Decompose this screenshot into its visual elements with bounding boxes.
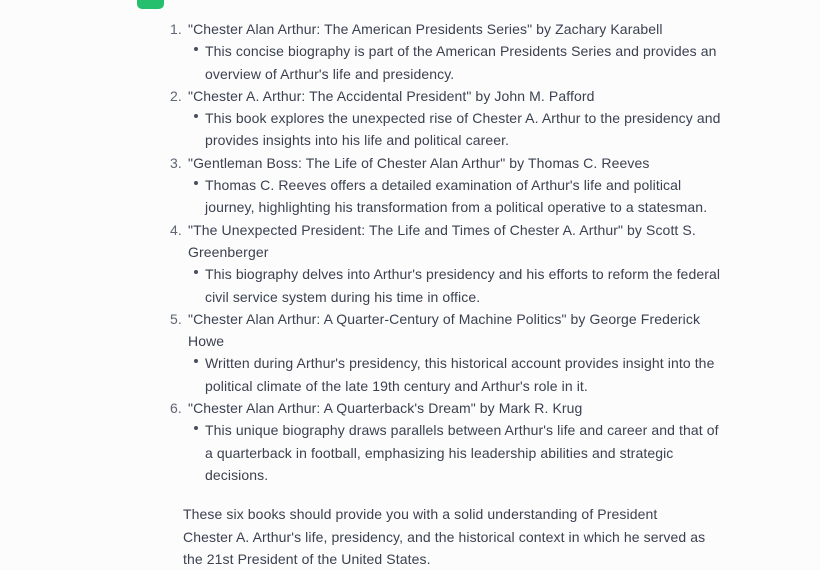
list-number: 4.	[170, 221, 182, 238]
book-list	[170, 18, 722, 486]
book-list-item	[170, 152, 722, 219]
book-title: "Gentleman Boss: The Life of Chester Alan Arthur" by Thomas C. Reeves	[188, 154, 650, 171]
closing-paragraph: These six books should provide you with a solid understanding of President Chester A. Arthur's life, presidency, and the historical context in which he served as the 21st President of the United States.	[183, 506, 706, 567]
book-description: This unique biography draws parallels between Arthur's life and career and that of a quarterback in football, emphasizing his leadership abilities and strategic decisions.	[205, 422, 719, 483]
list-number: 1.	[170, 21, 182, 37]
book-list-item	[170, 397, 722, 486]
book-title: "The Unexpected President: The Life and Times of Chester A. Arthur" by Scott S. Greenberger	[188, 221, 696, 260]
book-description: Thomas C. Reeves offers a detailed examination of Arthur's life and political journey, highlighting his transformation from a political operative to a statesman.	[205, 177, 708, 216]
book-description: This biography delves into Arthur's presidency and his efforts to reform the federal civil service system during his time in office.	[205, 266, 721, 305]
book-list-item	[170, 85, 722, 152]
book-title: "Chester A. Arthur: The Accidental President" by John M. Pafford	[188, 87, 595, 104]
book-list-item	[170, 308, 722, 397]
book-title: "Chester Alan Arthur: A Quarterback's Dream" by Mark R. Krug	[188, 400, 583, 417]
assistant-avatar	[137, 0, 164, 9]
list-number: 5.	[170, 310, 182, 327]
book-description: This book explores the unexpected rise of Chester A. Arthur to the presidency and provides insights into his life and political career.	[205, 110, 721, 149]
book-description: This concise biography is part of the American Presidents Series and provides an overview of Arthur's life and presidency.	[205, 43, 717, 82]
bullet-icon	[194, 359, 198, 363]
book-title: "Chester Alan Arthur: A Quarter-Century of Machine Politics" by George Frederick Howe	[188, 310, 701, 350]
book-list-item	[170, 18, 722, 85]
book-description: Written during Arthur's presidency, this historical account provides insight into the political climate of the late 19th century and Arthur's role in it.	[205, 355, 715, 394]
list-number: 2.	[170, 87, 182, 104]
bullet-icon	[194, 114, 198, 118]
bullet-icon	[194, 426, 198, 430]
book-list-item	[170, 219, 722, 308]
list-number: 3.	[170, 154, 182, 171]
bullet-icon	[194, 270, 198, 274]
book-title: "Chester Alan Arthur: The American Presidents Series" by Zachary Karabell	[188, 21, 663, 37]
list-number: 6.	[170, 400, 182, 417]
assistant-message	[170, 18, 722, 570]
bullet-icon	[194, 181, 198, 185]
bullet-icon	[194, 47, 198, 51]
